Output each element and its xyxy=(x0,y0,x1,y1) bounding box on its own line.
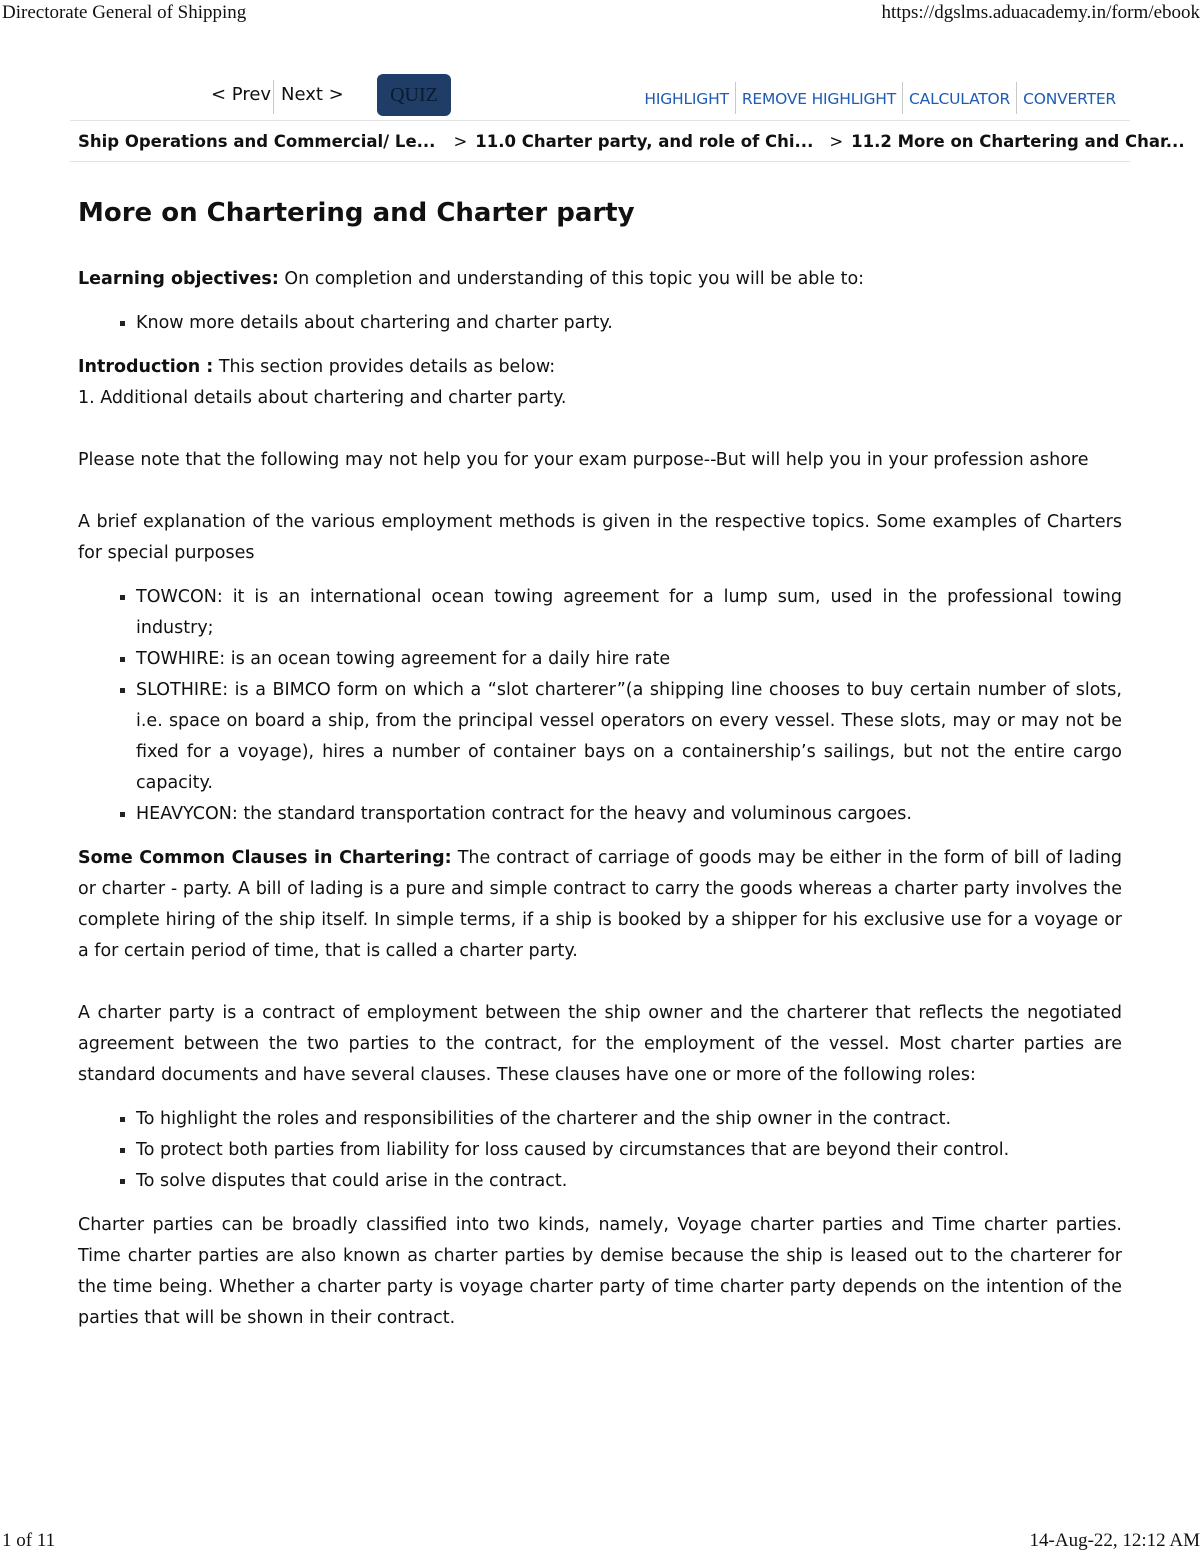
breadcrumb-item-module[interactable]: Ship Operations and Commercial/ Le... xyxy=(78,131,436,151)
classification: Charter parties can be broadly classified into two kinds, namely, Voyage charter parties and Time charter parties. Time charter parties are also known as charter parties by demise because the ship is leased out to the charterer for the time being. Whether a charter party is voyage charter party of time charter party depends on the intention of the parties that will be shown in their contract. xyxy=(78,1215,1122,1328)
breadcrumb xyxy=(70,120,1185,162)
quiz-button[interactable]: QUIZ xyxy=(377,74,451,116)
intro-text: This section provides details as below: xyxy=(213,357,556,377)
intro-label: Introduction : xyxy=(78,357,214,377)
list-item: SLOTHIRE: is a BIMCO form on which a “slot charterer”(a shipping line chooses to buy certain number of slots, i.e. space on board a ship, from the principal vessel operators on every vessel. These slots, may or may not be fixed for a voyage), hires a number of container bays on a containership’s sailings, but not the entire cargo capacity. xyxy=(136,675,1122,799)
list-item: TOWHIRE: is an ocean towing agreement for a daily hire rate xyxy=(136,644,1122,675)
article-content xyxy=(78,190,1122,1372)
list-item: HEAVYCON: the standard transportation contract for the heavy and voluminous cargoes. xyxy=(136,799,1122,830)
print-datetime: 14-Aug-22, 12:12 AM xyxy=(1029,1530,1200,1551)
intro-line: 1. Additional details about chartering and charter party. xyxy=(78,388,567,408)
introduction xyxy=(78,352,1122,383)
breadcrumb-item-chapter[interactable]: 11.0 Charter party, and role of Chi... xyxy=(475,131,814,151)
objectives-list xyxy=(78,308,1122,339)
list-item: To protect both parties from liability for loss caused by circumstances that are beyond their control. xyxy=(136,1135,1122,1166)
breadcrumb-separator: > xyxy=(829,131,844,151)
cut-off-text xyxy=(78,1360,1122,1372)
converter-button[interactable]: CONVERTER xyxy=(1023,90,1116,108)
charter-party-definition: A charter party is a contract of employment between the ship owner and the charterer that reflects the negotiated agreement between the two parties to the contract, for the employment of the vessel. Most charter parties are standard documents and have several clauses. These clauses have one or more of the following roles: xyxy=(78,1003,1122,1085)
list-item: TOWCON: it is an international ocean towing agreement for a lump sum, used in the professional towing industry; xyxy=(136,582,1122,644)
objectives-label: Learning objectives: xyxy=(78,269,279,289)
list-item: Know more details about chartering and charter party. xyxy=(136,308,1122,339)
ebook-toolbar xyxy=(0,72,1200,120)
print-url: https://dgslms.aduacademy.in/form/ebook xyxy=(881,2,1200,23)
breadcrumb-item-topic[interactable]: 11.2 More on Chartering and Char... xyxy=(851,131,1185,151)
common-clauses xyxy=(78,843,1122,967)
roles-list xyxy=(78,1104,1122,1197)
breadcrumb-separator: > xyxy=(453,131,468,151)
nav-divider xyxy=(273,80,274,114)
tool-links xyxy=(638,82,1122,114)
remove-highlight-button[interactable]: REMOVE HIGHLIGHT xyxy=(741,90,897,108)
exam-note: Please note that the following may not help you for your exam purpose--But will help you in your profession ashore xyxy=(78,450,1089,470)
list-item: To highlight the roles and responsibilities of the charterer and the ship owner in the contract. xyxy=(136,1104,1122,1135)
page-number: 1 of 11 xyxy=(2,1530,56,1551)
clauses-text: The contract of carriage of goods may be either in the form of bill of lading or charter - party. A bill of lading is a pure and simple contract to carry the goods whereas a charter party involves the complete hiring of the ship itself. In simple terms, if a ship is booked by a shipper for his exclusive use for a voyage or a for certain period of time, that is called a charter party. xyxy=(78,848,1122,961)
brief-explanation: A brief explanation of the various employment methods is given in the respective topics. Some examples of Charters for special purposes xyxy=(78,512,1122,563)
charter-types-list xyxy=(78,582,1122,830)
print-site-title: Directorate General of Shipping xyxy=(2,2,247,23)
clauses-label: Some Common Clauses in Chartering: xyxy=(78,848,452,868)
objectives-text: On completion and understanding of this topic you will be able to: xyxy=(278,269,865,289)
learning-objectives xyxy=(78,264,1122,295)
prev-button[interactable]: < Prev xyxy=(211,84,272,105)
print-footer xyxy=(0,1528,1200,1554)
calculator-button[interactable]: CALCULATOR xyxy=(909,90,1011,108)
print-header xyxy=(0,0,1200,26)
next-button[interactable]: Next > xyxy=(281,84,344,105)
page-title: More on Chartering and Charter party xyxy=(78,198,635,228)
list-item: To solve disputes that could arise in the contract. xyxy=(136,1166,1122,1197)
highlight-button[interactable]: HIGHLIGHT xyxy=(644,90,729,108)
